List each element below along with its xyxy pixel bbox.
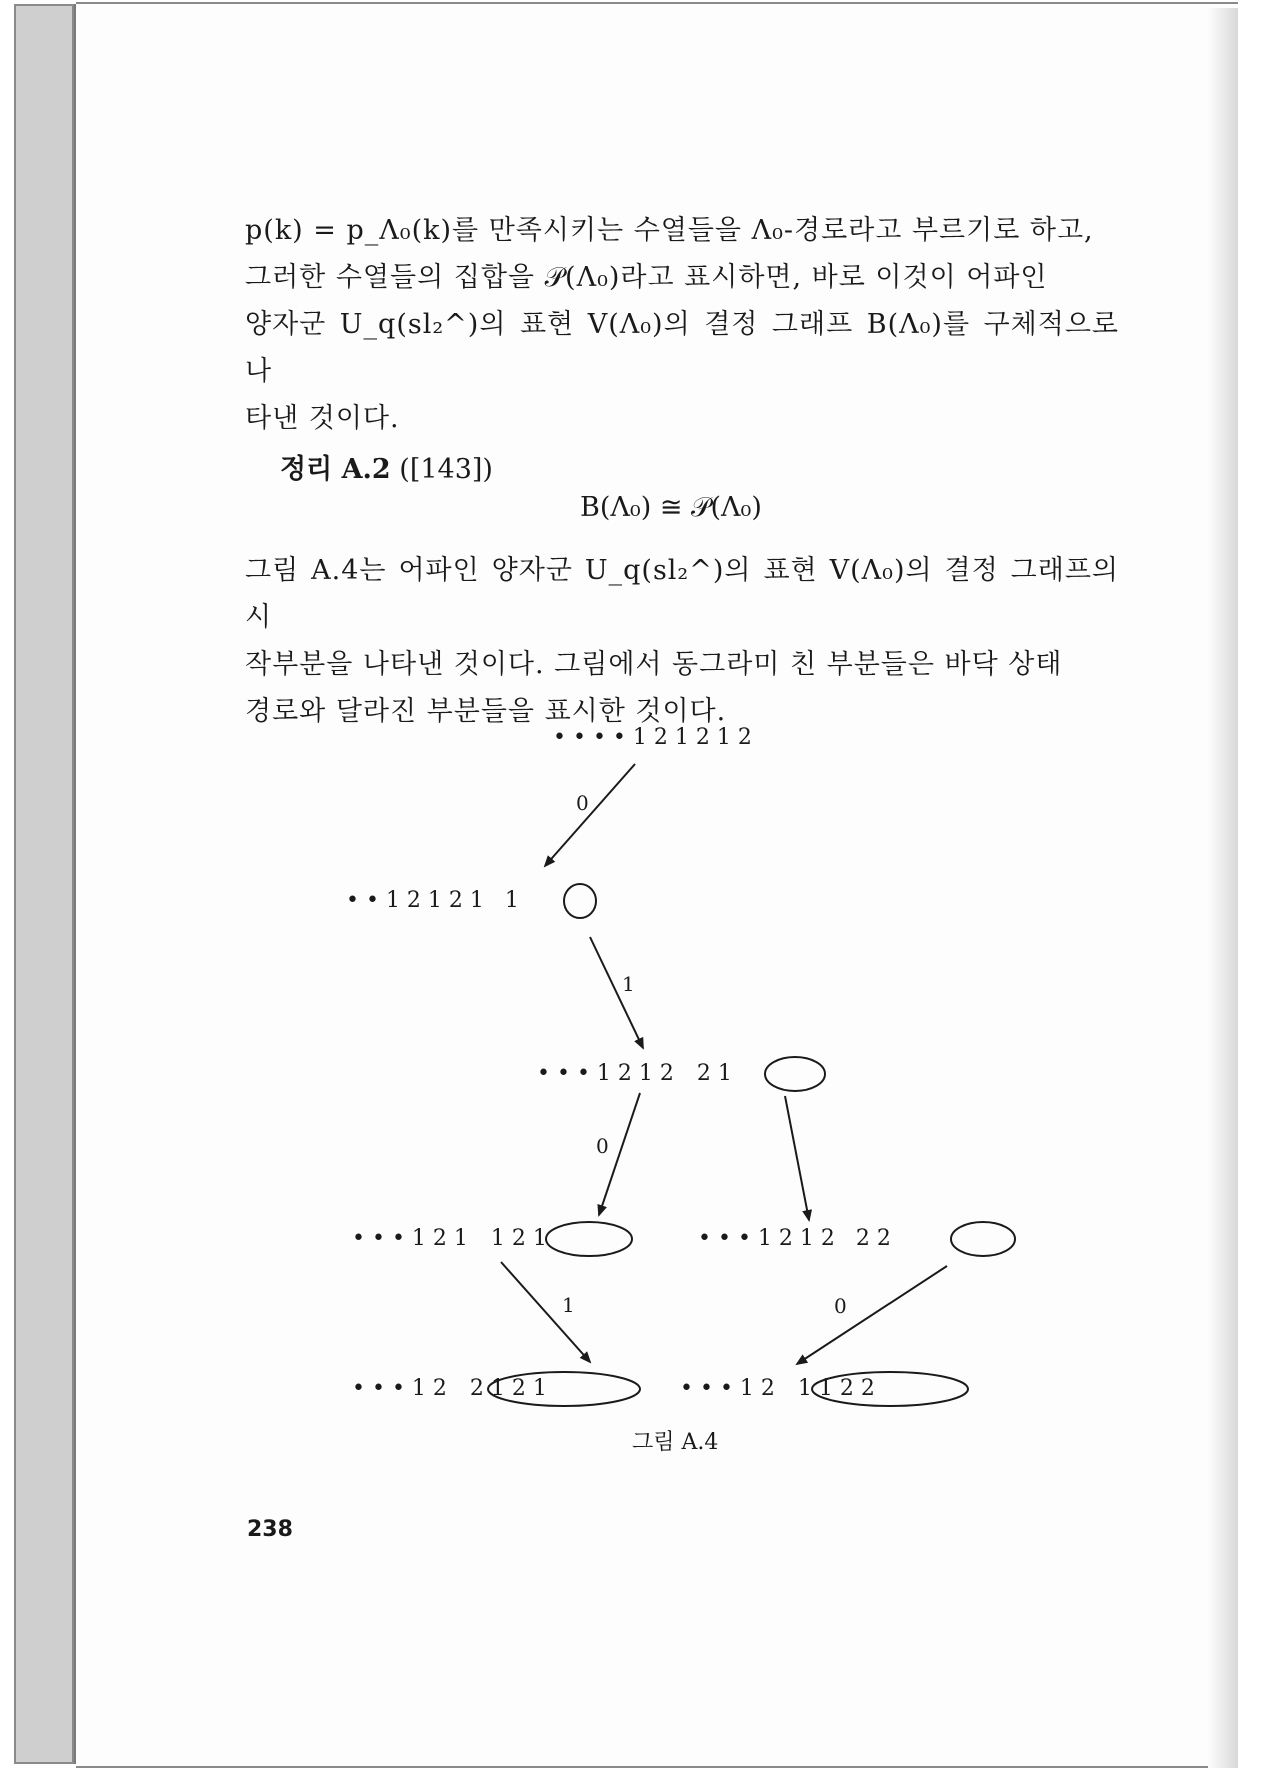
node-5 (698, 1226, 891, 1251)
paragraph-2-line-2: 작부분을 나타낸 것이다. 그림에서 동그라미 친 부분들은 바닥 상태 (245, 649, 1063, 680)
node-1: • • • • 1 2 1 2 1 2 (553, 725, 752, 750)
node-2-circled: 1 (504, 888, 519, 913)
paragraph-2-line-3: 경로와 달라진 부분들을 표시한 것이다. (245, 696, 727, 727)
node-6-circled: 2 1 2 1 (469, 1376, 547, 1401)
node-7-prefix: • • • 1 2 (680, 1376, 775, 1401)
highlight-circle-n2 (564, 884, 596, 918)
node-4 (352, 1226, 547, 1251)
highlight-ellipse-n3 (765, 1057, 825, 1091)
node-3 (537, 1061, 732, 1086)
node-4-prefix: • • • 1 2 1 (352, 1226, 468, 1251)
edge-label-2: 1 (622, 972, 635, 996)
figure-caption: 그림 A.4 (632, 1430, 719, 1455)
node-7 (680, 1376, 875, 1401)
theorem-label: 정리 A.2 (280, 454, 391, 485)
paragraph-1-line-3: 양자군 U_q(sl₂^)의 표현 V(Λ₀)의 결정 그래프 B(Λ₀)를 구체적으로 나 (245, 309, 1119, 387)
edge-arrow-1 (545, 764, 635, 866)
theorem-reference: ([143]) (399, 454, 493, 485)
node-3-prefix: • • • 1 2 1 2 (537, 1061, 674, 1086)
node-6-prefix: • • • 1 2 (352, 1376, 447, 1401)
node-2-prefix: • • 1 2 1 2 1 (346, 888, 484, 913)
node-2 (346, 888, 519, 913)
highlight-ellipse-n5 (951, 1222, 1015, 1256)
node-3-circled: 2 1 (696, 1061, 732, 1086)
node-6 (352, 1376, 547, 1401)
page-number: 238 (247, 1517, 293, 1542)
highlight-ellipse-n4 (546, 1222, 632, 1256)
edge-arrow-5 (501, 1262, 590, 1362)
node-5-circled: 2 2 (855, 1226, 891, 1251)
paragraph-1-line-4: 타낸 것이다. (245, 403, 400, 434)
node-4-circled: 1 2 1 (490, 1226, 547, 1251)
edge-label-4: 1 (562, 1293, 575, 1317)
edge-label-1: 0 (576, 791, 589, 815)
edge-arrow-2 (590, 937, 643, 1048)
edge-label-3: 0 (596, 1134, 609, 1158)
edge-arrow-4 (785, 1096, 809, 1220)
paragraph-1-line-1: p(k) = p_Λ₀(k)를 만족시키는 수열들을 Λ₀-경로라고 부르기로 하고, (245, 215, 1094, 246)
edge-label-5: 0 (834, 1294, 847, 1318)
node-7-circled: 1 1 2 2 (797, 1376, 875, 1401)
paragraph-1-line-2: 그러한 수열들의 집합을 𝒫(Λ₀)라고 표시하면, 바로 이것이 어파인 (245, 262, 1048, 293)
node-5-prefix: • • • 1 2 1 2 (698, 1226, 835, 1251)
paragraph-2-line-1: 그림 A.4는 어파인 양자군 U_q(sl₂^)의 표현 V(Λ₀)의 결정 그래프의 시 (245, 555, 1119, 633)
theorem-equation: B(Λ₀) ≅ 𝒫(Λ₀) (580, 492, 762, 523)
edge-arrow-6 (797, 1266, 947, 1364)
